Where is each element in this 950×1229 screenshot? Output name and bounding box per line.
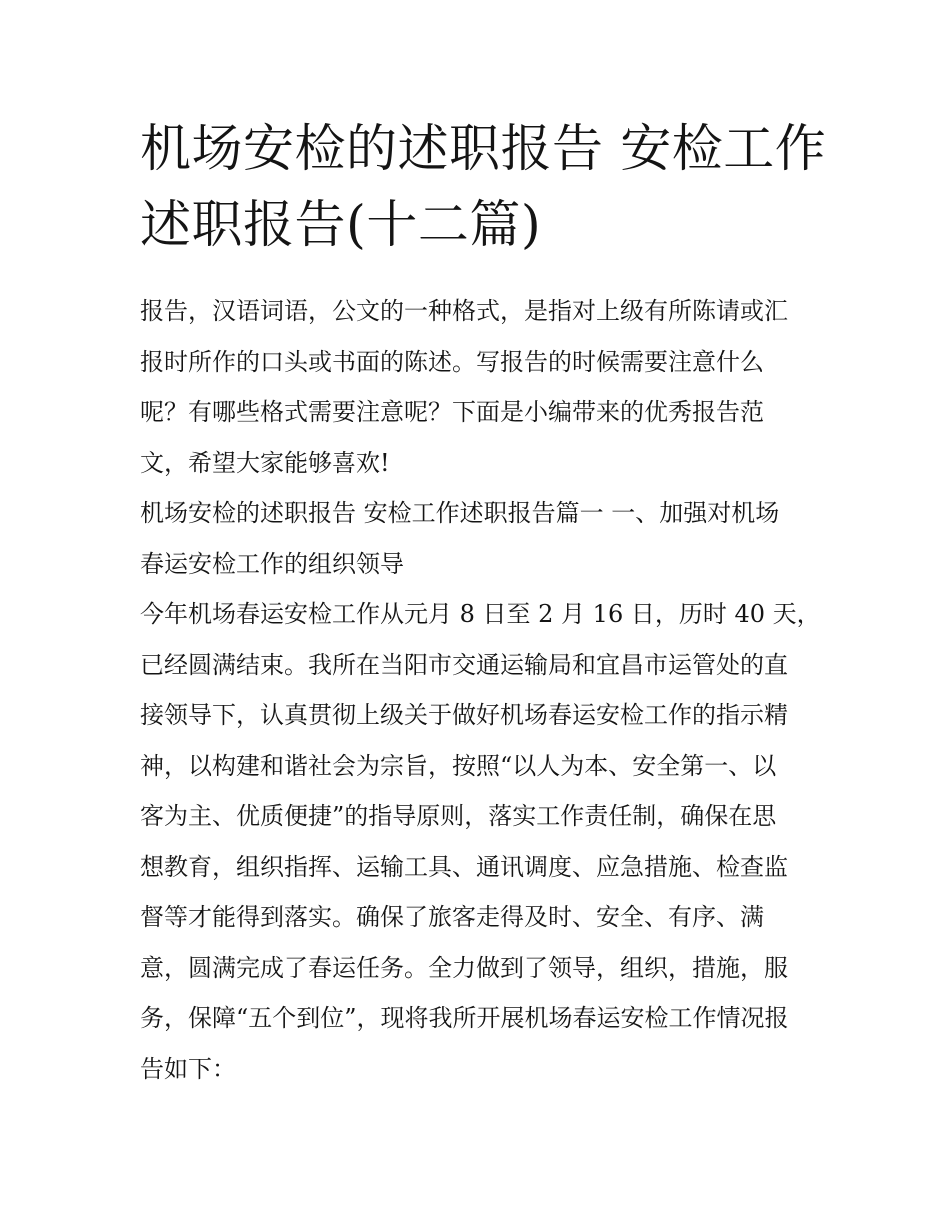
text-line: 已经圆满结束。我所在当阳市交通运输局和宜昌市运管处的直 (140, 650, 788, 679)
text-line: 客为主、优质便捷”的指导原则，落实工作责任制，确保在思 (140, 802, 777, 830)
text-line: 春运安检工作的组织领导 (140, 549, 404, 578)
text-line: 呢？有哪些格式需要注意呢？下面是小编带来的优秀报告范 (140, 398, 764, 426)
text-line: 文，希望大家能够喜欢! (140, 448, 390, 477)
text-line: 今年机场春运安检工作从元月 8 日至 2 月 16 日，历时 40 天， (140, 600, 821, 628)
document-title (140, 112, 827, 264)
text-line: 机场安检的述职报告 安检工作述职报告篇一 一、加强对机场 (140, 499, 780, 527)
body-paragraph (140, 589, 820, 1094)
text-line: 务，保障“五个到位”，现将我所开展机场春运安检工作情况报 (140, 1004, 789, 1032)
section-heading-paragraph (140, 488, 820, 589)
document-page (140, 112, 827, 1094)
text-line: 督等才能得到落实。确保了旅客走得及时、安全、有序、满 (140, 903, 764, 931)
text-line: 接领导下，认真贯彻上级关于做好机场春运安检工作的指示精 (140, 701, 788, 729)
intro-paragraph (140, 286, 820, 488)
document-body (140, 286, 820, 1094)
text-line: 告如下： (140, 1054, 236, 1083)
text-line: 报时所作的口头或书面的陈述。写报告的时候需要注意什么 (140, 347, 764, 376)
text-line: 意，圆满完成了春运任务。全力做到了领导，组织，措施，服 (140, 953, 788, 982)
text-line: 报告，汉语词语，公文的一种格式，是指对上级有所陈请或汇 (140, 297, 788, 325)
title-line: 述职报告(十二篇) (140, 196, 542, 255)
text-line: 神，以构建和谐社会为宗旨，按照“以人为本、安全第一、以 (140, 751, 777, 780)
title-line: 机场安检的述职报告 安检工作 (140, 120, 827, 179)
text-line: 想教育，组织指挥、运输工具、通讯调度、应急措施、检查监 (140, 852, 788, 881)
